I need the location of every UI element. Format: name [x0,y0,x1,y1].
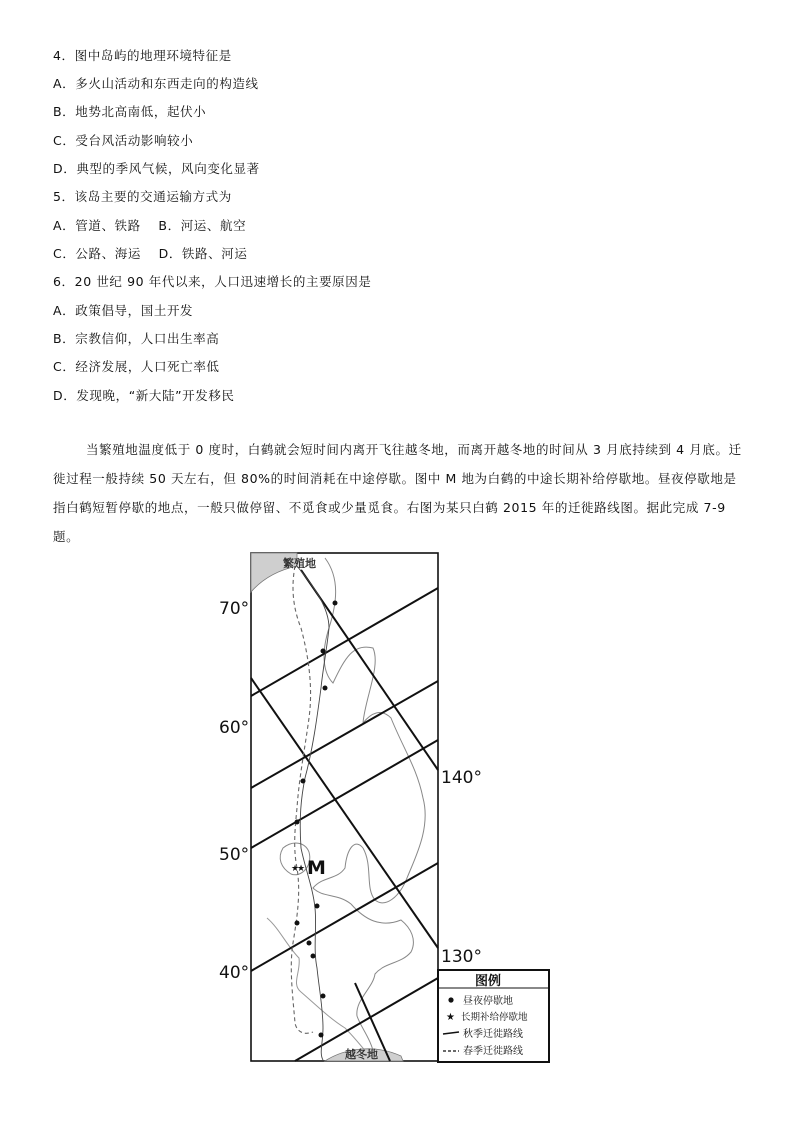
lat-line-60b [251,681,438,788]
question-6-option-a: A．政策倡导，国土开发 [53,303,194,318]
lon-label-140: 140° [441,768,482,788]
stopover-dot [319,1033,324,1038]
lat-label-70: 70° [219,599,250,619]
lon-line-130 [251,678,438,948]
question-5: 5．该岛主要的交通运输方式为 [53,189,232,204]
passage-text: 当繁殖地温度低于 0 度时，白鹤就会短时间内离开飞往越冬地，而离开越冬地的时间从 3 月底持续到 4 月底。迁徙过程一般持续 50 天左右，但 80%的时间消耗在中途停歇。图中 M 地为白鹤的中途长期补给停歇地。昼夜停歇地是指白鹤短暂停歇的地点，一般只做停留、不觅食或少量觅食。右图为某只白鹤 2015 年的迁徙路线图。据此完成 7-9 题。 [53,442,742,544]
lat-label-50: 50° [219,845,250,865]
lat-label-60: 60° [219,718,250,738]
m-label: M [307,857,326,879]
lat-line-50 [251,740,438,848]
stopover-dot [307,941,312,946]
stopover-star-icon: ★ [291,864,300,874]
question-6-option-c: C．经济发展，人口死亡率低 [53,359,220,374]
stopover-dot [333,601,338,606]
question-4: 4．图中岛屿的地理环境特征是 [53,48,232,63]
legend-item-supply: 长期补给停歇地 [461,1012,528,1023]
wintering-label: 越冬地 [345,1048,378,1061]
legend-item-spring: 春季迁徙路线 [463,1046,523,1057]
lat-line-40 [251,863,438,971]
legend-item-overnight: 昼夜停歇地 [463,996,513,1007]
stopover-dot [301,779,306,784]
stopover-dot [315,904,320,909]
stopover-dot [295,921,300,926]
lon-label-130: 130° [441,947,482,967]
stopover-dot [323,686,328,691]
question-4-option-d: D．典型的季风气候，风向变化显著 [53,161,260,176]
legend-item-autumn: 秋季迁徙路线 [463,1029,523,1040]
breeding-label: 繁殖地 [283,557,316,570]
map-frame [251,553,438,1061]
lat-label-40: 40° [219,963,250,983]
question-6: 6．20 世纪 90 年代以来，人口迅速增长的主要原因是 [53,274,372,289]
lat-line-70 [251,588,438,696]
question-6-option-b: B．宗教信仰，人口出生率高 [53,331,220,346]
stopover-star-icon: ★ [297,864,306,874]
legend [438,970,549,1062]
stopover-dot [295,820,300,825]
migration-map [205,548,585,1078]
legend-title: 图例 [475,974,502,989]
legend-star-icon: ★ [446,1012,455,1023]
question-4-option-b: B．地势北高南低，起伏小 [53,104,207,119]
question-5-options-ab: A．管道、铁路 B．河运、航空 [53,218,247,233]
question-5-options-cd: C．公路、海运 D．铁路、河运 [53,246,248,261]
legend-dot-icon [448,997,453,1002]
stopover-dot [321,649,326,654]
passage [53,435,743,551]
stopover-dot [311,954,316,959]
question-6-option-d: D．发现晚，“新大陆”开发移民 [53,388,235,403]
question-4-option-c: C．受台风活动影响较小 [53,133,194,148]
stopover-dot [321,994,326,999]
question-4-option-a: A．多火山活动和东西走向的构造线 [53,76,259,91]
